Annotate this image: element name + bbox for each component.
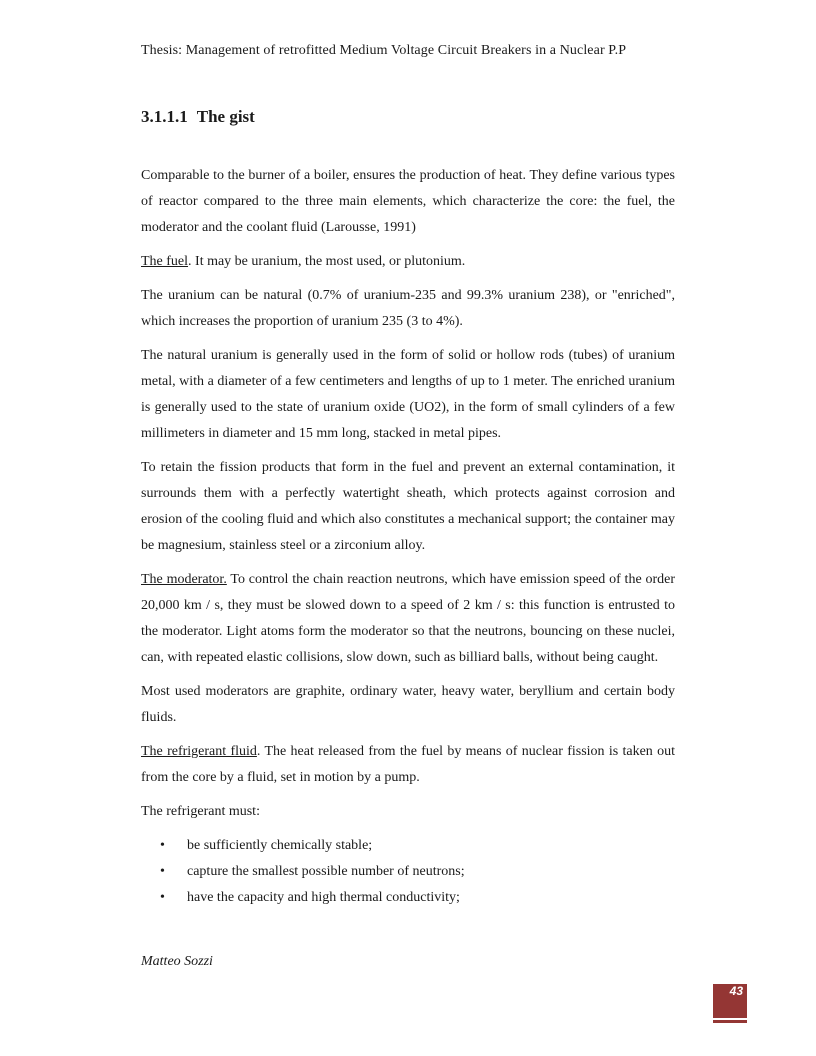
list-item [141, 833, 675, 859]
list-item-text: have the capacity and high thermal conductivity; [187, 890, 460, 905]
bullet-list [141, 833, 675, 911]
page-number-badge [713, 984, 747, 1018]
bullet-icon: • [160, 864, 165, 879]
paragraph-retain: To retain the fission products that form in the fuel and prevent an external contamination, it surrounds them with a perfectly watertight sheath, which protects against corrosion and erosion of the cooling fluid and which also constitutes a mechanical support; the container may be magnesium, stainless steel or a zirconium alloy. [141, 460, 675, 553]
page-badge-underline [713, 1020, 747, 1023]
section-number: 3.1.1.1 [141, 107, 188, 126]
paragraph-intro: Comparable to the burner of a boiler, ensures the production of heat. They define various types of reactor compared to the three main elements, which characterize the core: the fuel, the moderator and the coolant fluid (Larousse, 1991) [141, 168, 675, 235]
section-heading [141, 107, 255, 127]
refrigerant-text: . The heat released from the fuel by means of nuclear fission is taken out from the core by a fluid, set in motion by a pump. [141, 744, 675, 785]
term-refrigerant: The refrigerant fluid [141, 744, 257, 759]
footer-author: Matteo Sozzi [141, 954, 213, 969]
section-title: The gist [196, 107, 255, 126]
term-fuel: The fuel [141, 254, 189, 269]
paragraph-fuel [141, 249, 675, 275]
bullet-icon: • [160, 838, 165, 853]
bullet-icon: • [160, 890, 165, 905]
list-item-text: capture the smallest possible number of neutrons; [187, 864, 465, 879]
paragraph-refrigerant-must: The refrigerant must: [141, 804, 260, 819]
paragraph-moderators-used: Most used moderators are graphite, ordinary water, heavy water, beryllium and certain body fluids. [141, 684, 675, 725]
paragraph-moderator [141, 567, 675, 671]
list-item-text: be sufficiently chemically stable; [187, 838, 373, 853]
page-number: 43 [729, 984, 743, 998]
list-item [141, 885, 675, 911]
term-moderator: The moderator. [141, 572, 227, 587]
body-text [141, 163, 675, 911]
list-item [141, 859, 675, 885]
moderator-text: To control the chain reaction neutrons, which have emission speed of the order 20,000 km / s, they must be slowed down to a speed of 2 km / s: this function is entrusted to the moderator. Light atoms form the moderator so that the neutrons, bouncing on these nuclei, can, with repeated elastic collisions, slow down, such as billiard balls, without being caught. [141, 572, 675, 665]
paragraph-natural-uranium: The natural uranium is generally used in the form of solid or hollow rods (tubes) of uranium metal, with a diameter of a few centimeters and lengths of up to 1 meter. The enriched uranium is generally used to the state of uranium oxide (UO2), in the form of small cylinders of a few millimeters in diameter and 15 mm long, stacked in metal pipes. [141, 348, 675, 441]
paragraph-refrigerant [141, 739, 675, 791]
running-header: Thesis: Management of retrofitted Medium Voltage Circuit Breakers in a Nuclear P.P [141, 43, 627, 58]
fuel-text: . It may be uranium, the most used, or plutonium. [188, 254, 466, 269]
paragraph-uranium: The uranium can be natural (0.7% of uranium-235 and 99.3% uranium 238), or "enriched", which increases the proportion of uranium 235 (3 to 4%). [141, 288, 675, 329]
